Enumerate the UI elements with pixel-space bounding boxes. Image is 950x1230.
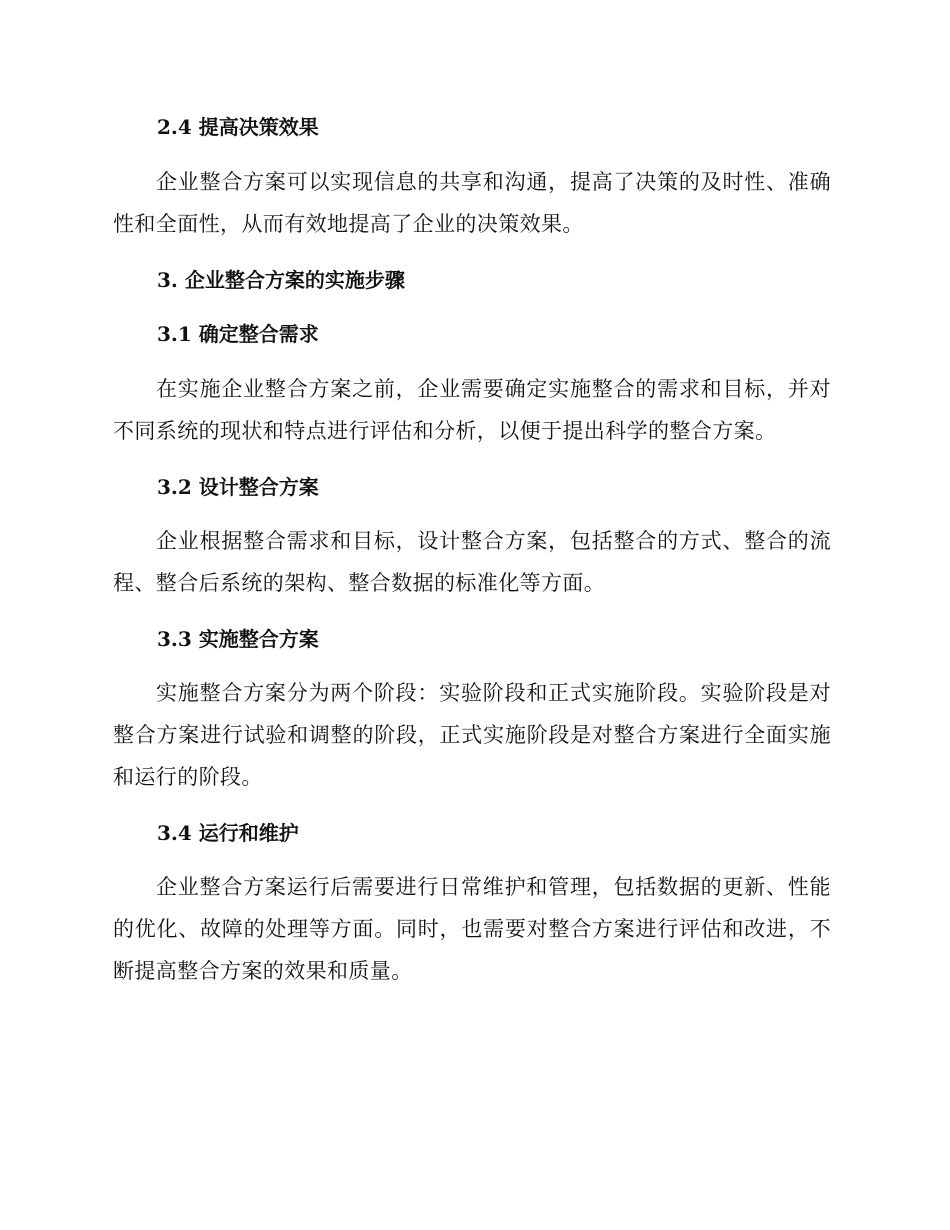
heading-3: 3. 企业整合方案的实施步骤 — [157, 268, 405, 292]
heading-3-1: 3.1 确定整合需求 — [157, 322, 319, 346]
heading-3-4: 3.4 运行和维护 — [157, 821, 299, 845]
paragraph-3-4: 企业整合方案运行后需要进行日常维护和管理，包括数据的更新、性能的优化、故障的处理等方面。同时，也需要对整合方案进行评估和改进，不断提高整合方案的效果和质量。 — [113, 875, 831, 983]
heading-3-2: 3.2 设计整合方案 — [157, 475, 319, 499]
paragraph-2-4: 企业整合方案可以实现信息的共享和沟通，提高了决策的及时性、准确性和全面性，从而有效地提高了企业的决策效果。 — [113, 170, 831, 236]
heading-2-4: 2.4 提高决策效果 — [157, 115, 319, 139]
paragraph-3-1: 在实施企业整合方案之前，企业需要确定实施整合的需求和目标，并对不同系统的现状和特点进行评估和分析，以便于提出科学的整合方案。 — [113, 377, 831, 443]
paragraph-3-2: 企业根据整合需求和目标，设计整合方案，包括整合的方式、整合的流程、整合后系统的架构、整合数据的标准化等方面。 — [113, 529, 831, 595]
paragraph-3-3: 实施整合方案分为两个阶段：实验阶段和正式实施阶段。实验阶段是对整合方案进行试验和调整的阶段，正式实施阶段是对整合方案进行全面实施和运行的阶段。 — [113, 681, 831, 789]
heading-3-3: 3.3 实施整合方案 — [157, 627, 319, 651]
